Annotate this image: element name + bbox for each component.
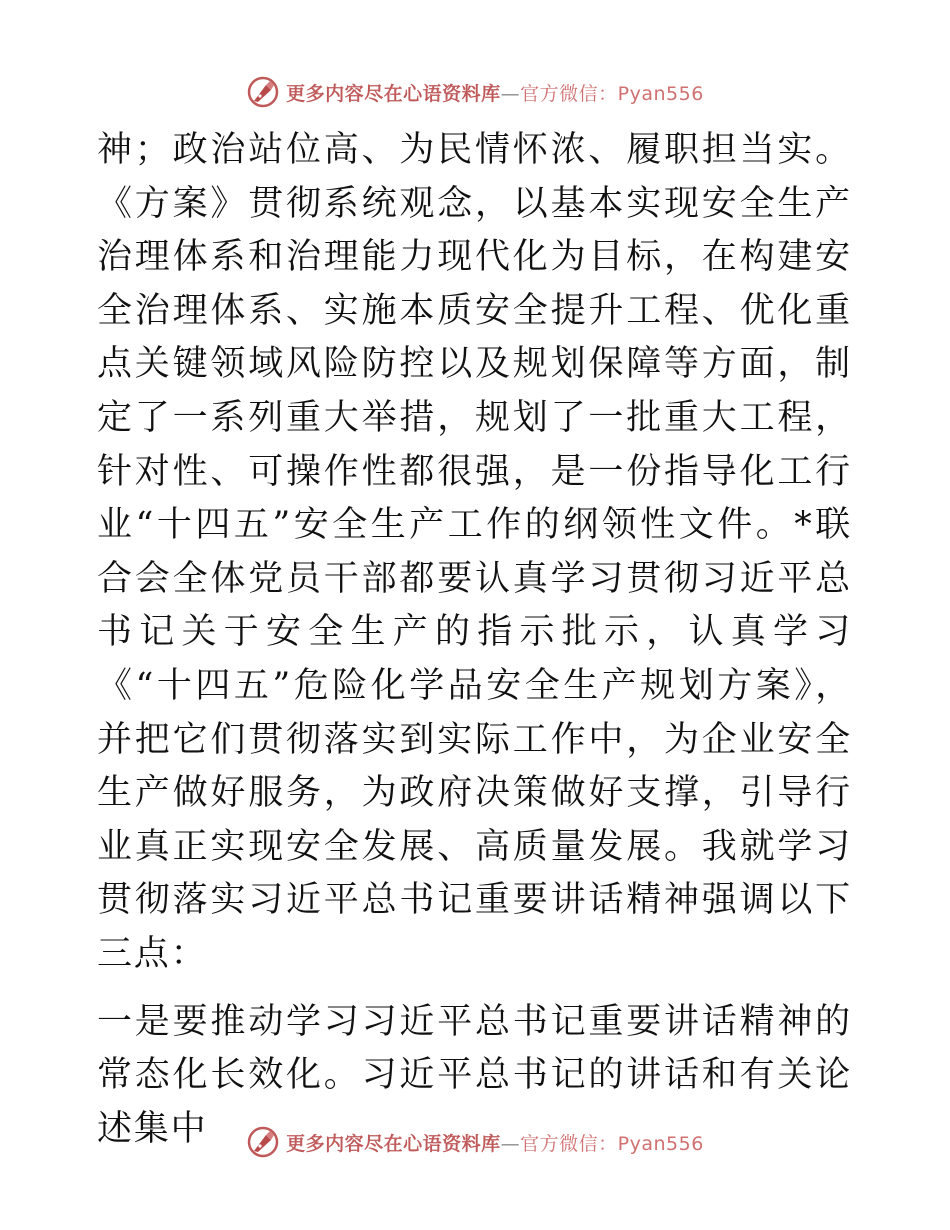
watermark-lead: 更多内容尽在心语资料库	[286, 1132, 501, 1155]
pen-nib-logo-icon	[246, 1125, 280, 1159]
footer-watermark	[0, 1122, 950, 1162]
watermark-contact: 官方微信：Pyan556	[520, 1132, 704, 1155]
watermark-text	[286, 79, 704, 106]
document-body	[97, 124, 852, 1156]
watermark-contact: 官方微信：Pyan556	[520, 82, 704, 105]
watermark-text	[286, 1129, 704, 1156]
body-paragraph: 神；政治站位高、为民情怀浓、履职担当实。《方案》贯彻系统观念，以基本实现安全生产治理体系和治理能力现代化为目标，在构建安全治理体系、实施本质安全提升工程、优化重点关键领域风险防控以及规划保障等方面，制定了一系列重大举措，规划了一批重大工程，针对性、可操作性都很强，是一份指导化工行业“十四五”安全生产工作的纲领性文件。*联合会全体党员干部都要认真学习贯彻习近平总书记关于安全生产的指示批示，认真学习《“十四五”危险化学品安全生产规划方案》，并把它们贯彻落实到实际工作中，为企业安全生产做好服务，为政府决策做好支撑，引导行业真正实现安全发展、高质量发展。我就学习贯彻落实习近平总书记重要讲话精神强调以下三点：	[97, 130, 852, 974]
watermark-separator: —	[500, 82, 521, 105]
watermark-separator: —	[500, 1132, 521, 1155]
header-watermark	[0, 72, 950, 112]
body-paragraph: 一是要推动学习习近平总书记重要讲话精神的常态化长效化。习近平总书记的讲话和有关论述集中	[97, 1001, 852, 1149]
pen-nib-logo-icon	[246, 75, 280, 109]
watermark-lead: 更多内容尽在心语资料库	[286, 82, 501, 105]
